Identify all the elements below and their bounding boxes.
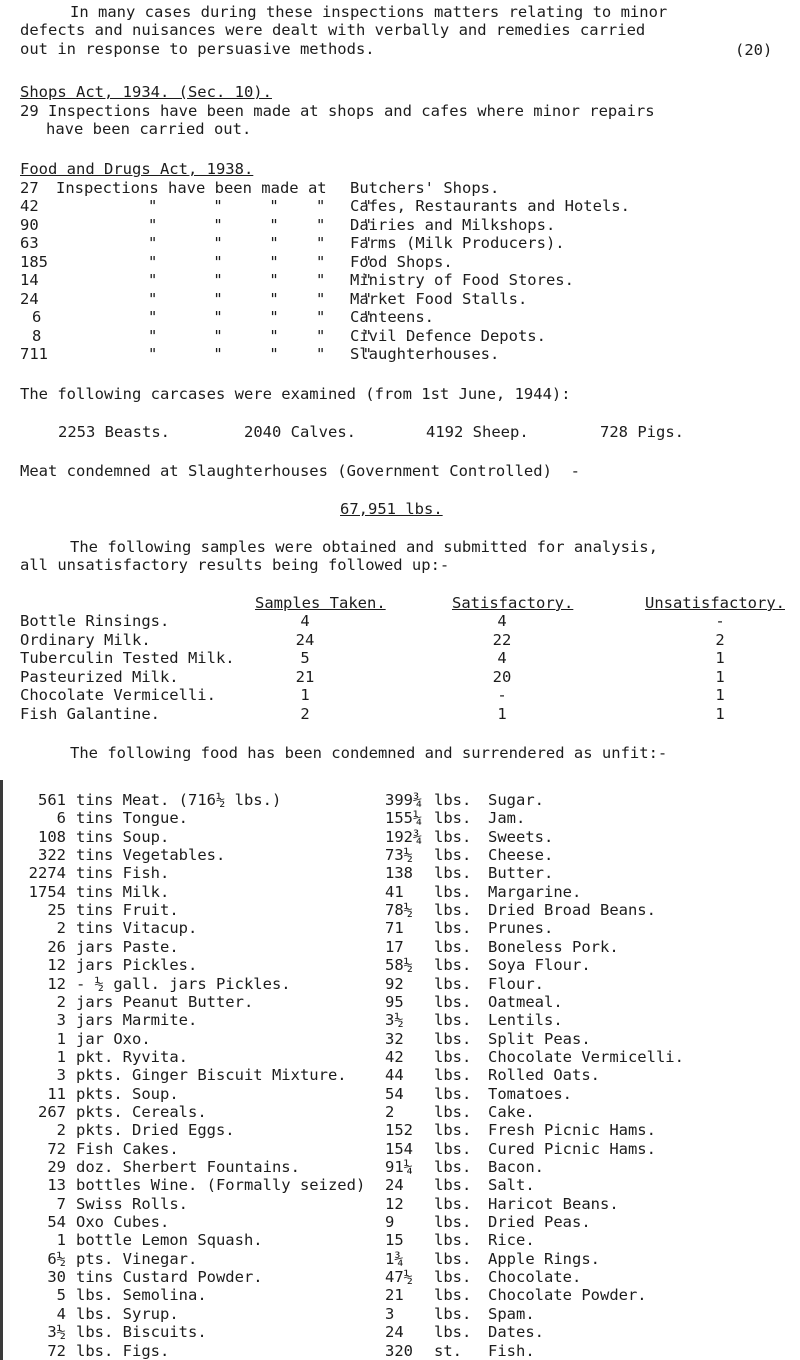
- condemned-right-row: [0, 1231, 800, 1249]
- shops-act-heading: Shops Act, 1934. (Sec. 10).: [20, 83, 272, 101]
- condemned-intro: The following food has been condemned and surrendered as unfit:-: [70, 744, 668, 762]
- carcases-calves: 2040 Calves.: [244, 423, 356, 441]
- sample-row: [0, 649, 800, 667]
- condemned-unit: lbs.: [434, 1139, 472, 1158]
- shops-act-line-2: have been carried out.: [46, 120, 252, 138]
- condemned-desc: jars Pickles.: [76, 956, 198, 975]
- condemned-unit: lbs.: [434, 937, 472, 956]
- condemned-qty: 92: [385, 974, 404, 993]
- sample-unsatisfactory: -: [715, 612, 725, 630]
- condemned-desc: Butter.: [488, 864, 554, 883]
- inspection-ditto: " " " " ": [148, 216, 372, 234]
- inspection-row: [0, 216, 800, 234]
- condemned-qty: 3: [56, 1011, 66, 1030]
- carcases-intro: The following carcases were examined (from 1st June, 1944):: [20, 385, 571, 403]
- condemned-desc: tins Custard Powder.: [76, 1268, 263, 1287]
- inspection-ditto: " " " " ": [148, 253, 372, 271]
- condemned-qty: 30: [47, 1268, 66, 1287]
- condemned-desc: lbs. Biscuits.: [76, 1323, 207, 1342]
- condemned-unit: lbs.: [434, 1286, 472, 1305]
- condemned-qty: 1754: [28, 882, 66, 901]
- condemned-desc: jar Oxo.: [76, 1029, 151, 1048]
- condemned-unit: lbs.: [434, 1121, 472, 1140]
- condemned-desc: jars Peanut Butter.: [76, 992, 254, 1011]
- condemned-desc: Oatmeal.: [488, 992, 563, 1011]
- condemned-right-row: [0, 956, 800, 974]
- condemned-qty: 71: [385, 919, 404, 938]
- condemned-desc: lbs. Syrup.: [76, 1304, 179, 1323]
- condemned-qty: 320: [385, 1341, 413, 1360]
- condemned-right-row: [0, 1048, 800, 1066]
- inspection-place: Civil Defence Depots.: [350, 327, 546, 345]
- inspection-row: [0, 345, 800, 363]
- inspection-ditto: " " " " ": [148, 327, 372, 345]
- condemned-desc: Dates.: [488, 1323, 544, 1342]
- sample-unsatisfactory: 2: [715, 631, 725, 649]
- inspection-row: [0, 197, 800, 215]
- condemned-qty: 95: [385, 992, 404, 1011]
- condemned-qty: 41: [385, 882, 404, 901]
- condemned-qty: 26: [47, 937, 66, 956]
- condemned-qty: 5: [56, 1286, 66, 1305]
- inspection-count: 14: [20, 271, 39, 289]
- condemned-unit: lbs.: [434, 992, 472, 1011]
- inspection-row: [0, 327, 800, 345]
- condemned-qty: 2: [56, 1121, 66, 1140]
- condemned-qty: 54: [385, 1084, 404, 1103]
- inspection-count: 63: [20, 234, 39, 252]
- condemned-desc: Cured Picnic Hams.: [488, 1139, 656, 1158]
- samples-intro-1: The following samples were obtained and submitted for analysis,: [70, 538, 658, 556]
- condemned-qty: 4: [56, 1304, 66, 1323]
- condemned-unit: lbs.: [434, 1029, 472, 1048]
- condemned-right-row: [0, 1103, 800, 1121]
- condemned-unit: lbs.: [434, 1176, 472, 1195]
- inspection-count: 27: [20, 179, 39, 197]
- inspection-count: 24: [20, 290, 39, 308]
- condemned-qty: 13: [47, 1176, 66, 1195]
- sample-satisfactory: 4: [497, 612, 507, 630]
- food-drugs-heading: Food and Drugs Act, 1938.: [20, 160, 254, 178]
- condemned-qty: 42: [385, 1047, 404, 1066]
- condemned-right-row: [0, 1030, 800, 1048]
- condemned-desc: Fresh Picnic Hams.: [488, 1121, 656, 1140]
- inspection-ditto: " " " " ": [148, 345, 372, 363]
- sample-taken: 4: [300, 612, 310, 630]
- condemned-unit: lbs.: [434, 882, 472, 901]
- condemned-qty: 2274: [28, 864, 66, 883]
- condemned-qty: 44: [385, 1066, 404, 1085]
- condemned-qty: 1: [56, 1047, 66, 1066]
- condemned-qty: 11: [47, 1084, 66, 1103]
- condemned-right-row: [0, 1011, 800, 1029]
- condemned-qty: 3½: [47, 1323, 66, 1342]
- condemned-desc: Haricot Beans.: [488, 1194, 619, 1213]
- condemned-desc: Apple Rings.: [488, 1249, 600, 1268]
- condemned-desc: pkt. Ryvita.: [76, 1047, 188, 1066]
- condemned-qty: 154: [385, 1139, 413, 1158]
- condemned-desc: Chocolate Powder.: [488, 1286, 647, 1305]
- condemned-right-row: [0, 1250, 800, 1268]
- condemned-desc: tins Fruit.: [76, 901, 179, 920]
- sample-unsatisfactory: 1: [715, 686, 725, 704]
- condemned-right-row: [0, 883, 800, 901]
- condemned-unit: lbs.: [434, 1213, 472, 1232]
- meat-condemned-line: Meat condemned at Slaughterhouses (Government Controlled) -: [20, 462, 580, 480]
- sample-taken: 5: [300, 649, 310, 667]
- inspection-count: 6: [32, 308, 42, 326]
- condemned-desc: Dried Peas.: [488, 1213, 591, 1232]
- condemned-qty: 3½: [385, 1011, 404, 1030]
- condemned-right-row: [0, 938, 800, 956]
- inspection-row: [0, 308, 800, 326]
- sample-taken: 2: [300, 705, 310, 723]
- condemned-right-row: [0, 809, 800, 827]
- condemned-qty: 58½: [385, 956, 413, 975]
- condemned-desc: tins Milk.: [76, 882, 170, 901]
- condemned-unit: lbs.: [434, 1102, 472, 1121]
- condemned-right-row: [0, 1085, 800, 1103]
- condemned-desc: Margarine.: [488, 882, 582, 901]
- condemned-desc: pkts. Soup.: [76, 1084, 179, 1103]
- condemned-desc: Dried Broad Beans.: [488, 901, 656, 920]
- condemned-qty: 155¼: [385, 809, 423, 828]
- shops-act-line-1: 29 Inspections have been made at shops and cafes where minor repairs: [20, 102, 655, 120]
- inspection-ditto: " " " " ": [148, 290, 372, 308]
- condemned-qty: 47½: [385, 1268, 413, 1287]
- condemned-unit: lbs.: [434, 1323, 472, 1342]
- condemned-qty: 32: [385, 1029, 404, 1048]
- sample-row: [0, 612, 800, 630]
- intro-line-1: In many cases during these inspections matters relating to minor: [70, 3, 668, 21]
- condemned-desc: bottles Wine. (Formally seized): [76, 1176, 366, 1195]
- condemned-qty: 3: [385, 1304, 395, 1323]
- sample-satisfactory: 20: [492, 668, 512, 686]
- condemned-desc: tins Soup.: [76, 827, 170, 846]
- sample-satisfactory: 22: [492, 631, 512, 649]
- condemned-desc: Bacon.: [488, 1158, 544, 1176]
- inspection-place: Market Food Stalls.: [350, 290, 528, 308]
- inspection-count: 90: [20, 216, 39, 234]
- condemned-qty: 1¾: [385, 1249, 404, 1268]
- inspection-place: Canteens.: [350, 308, 434, 326]
- condemned-unit: lbs.: [434, 956, 472, 975]
- condemned-unit: lbs.: [434, 791, 472, 809]
- condemned-qty: 3: [56, 1066, 66, 1085]
- condemned-desc: Oxo Cubes.: [76, 1213, 170, 1232]
- condemned-unit: lbs.: [434, 1158, 472, 1176]
- meat-condemned-amount: 67,951 lbs.: [340, 500, 443, 518]
- condemned-qty: 322: [38, 846, 66, 865]
- condemned-right-row: [0, 1176, 800, 1194]
- condemned-unit: lbs.: [434, 1047, 472, 1066]
- inspection-count: 711: [20, 345, 48, 363]
- samples-header-taken: Samples Taken.: [255, 594, 386, 612]
- condemned-unit: lbs.: [434, 974, 472, 993]
- sample-row: [0, 686, 800, 704]
- condemned-unit: lbs.: [434, 901, 472, 920]
- condemned-unit: st.: [434, 1341, 462, 1360]
- condemned-unit: lbs.: [434, 827, 472, 846]
- inspection-count: 8: [32, 327, 42, 345]
- inspection-row: [0, 179, 800, 197]
- condemned-desc: Cake.: [488, 1102, 535, 1121]
- condemned-desc: jars Paste.: [76, 937, 179, 956]
- condemned-qty: 6: [56, 809, 66, 828]
- condemned-right-row: [0, 1121, 800, 1139]
- condemned-qty: 91¼: [385, 1158, 413, 1176]
- condemned-unit: lbs.: [434, 809, 472, 828]
- condemned-qty: 7: [56, 1194, 66, 1213]
- condemned-desc: tins Meat. (716½ lbs.): [76, 791, 282, 809]
- condemned-unit: lbs.: [434, 919, 472, 938]
- condemned-desc: Tomatoes.: [488, 1084, 572, 1103]
- condemned-desc: Rolled Oats.: [488, 1066, 600, 1085]
- condemned-desc: Jam.: [488, 809, 526, 828]
- condemned-desc: Rice.: [488, 1231, 535, 1250]
- inspection-row: [0, 290, 800, 308]
- inspection-row: [0, 253, 800, 271]
- carcases-pigs: 728 Pigs.: [600, 423, 684, 441]
- condemned-unit: lbs.: [434, 1249, 472, 1268]
- sample-item: Pasteurized Milk.: [20, 668, 179, 686]
- condemned-desc: tins Vitacup.: [76, 919, 198, 938]
- condemned-qty: 138: [385, 864, 413, 883]
- condemned-desc: tins Fish.: [76, 864, 170, 883]
- condemned-desc: Chocolate.: [488, 1268, 582, 1287]
- condemned-unit: lbs.: [434, 1066, 472, 1085]
- sample-satisfactory: 4: [497, 649, 507, 667]
- condemned-qty: 1: [56, 1231, 66, 1250]
- samples-header-unsatisfactory: Unsatisfactory.: [645, 594, 785, 612]
- condemned-right-row: [0, 1323, 800, 1341]
- sample-unsatisfactory: 1: [715, 649, 725, 667]
- carcases-beasts: 2253 Beasts.: [58, 423, 170, 441]
- condemned-right-row: [0, 846, 800, 864]
- condemned-right-row: [0, 1195, 800, 1213]
- condemned-unit: lbs.: [434, 1084, 472, 1103]
- condemned-desc: Lentils.: [488, 1011, 563, 1030]
- condemned-right-row: [0, 1213, 800, 1231]
- condemned-desc: Cheese.: [488, 846, 554, 865]
- condemned-desc: tins Vegetables.: [76, 846, 226, 865]
- condemned-desc: Spam.: [488, 1304, 535, 1323]
- condemned-desc: Chocolate Vermicelli.: [488, 1047, 684, 1066]
- condemned-qty: 2: [56, 919, 66, 938]
- condemned-qty: 192¾: [385, 827, 423, 846]
- condemned-qty: 17: [385, 937, 404, 956]
- samples-header-satisfactory: Satisfactory.: [452, 594, 574, 612]
- condemned-qty: 78½: [385, 901, 413, 920]
- condemned-right-row: [0, 1140, 800, 1158]
- inspection-place: Food Shops.: [350, 253, 453, 271]
- sample-satisfactory: -: [497, 686, 507, 704]
- condemned-desc: Flour.: [488, 974, 544, 993]
- condemned-right-row: [0, 1305, 800, 1323]
- condemned-qty: 24: [385, 1323, 404, 1342]
- inspection-ditto: " " " " ": [148, 197, 372, 215]
- condemned-desc: lbs. Figs.: [76, 1341, 170, 1360]
- condemned-qty: 399¾: [385, 791, 423, 809]
- sample-unsatisfactory: 1: [715, 668, 725, 686]
- inspection-place: Ministry of Food Stores.: [350, 271, 574, 289]
- condemned-qty: 73½: [385, 846, 413, 865]
- condemned-qty: 2: [56, 992, 66, 1011]
- inspection-ditto: " " " " ": [148, 234, 372, 252]
- sample-unsatisfactory: 1: [715, 705, 725, 723]
- inspection-place: Farms (Milk Producers).: [350, 234, 565, 252]
- condemned-qty: 1: [56, 1029, 66, 1048]
- condemned-qty: 29: [47, 1158, 66, 1176]
- inspection-row: [0, 271, 800, 289]
- condemned-qty: 54: [47, 1213, 66, 1232]
- inspection-ditto: " " " " ": [148, 271, 372, 289]
- condemned-desc: Salt.: [488, 1176, 535, 1195]
- sample-taken: 1: [300, 686, 310, 704]
- condemned-right-row: [0, 828, 800, 846]
- condemned-qty: 12: [47, 974, 66, 993]
- condemned-qty: 12: [47, 956, 66, 975]
- inspection-ditto: " " " " ": [148, 308, 372, 326]
- condemned-desc: pkts. Cereals.: [76, 1102, 207, 1121]
- condemned-unit: lbs.: [434, 1304, 472, 1323]
- condemned-desc: lbs. Semolina.: [76, 1286, 207, 1305]
- condemned-qty: 72: [47, 1341, 66, 1360]
- condemned-desc: pkts. Dried Eggs.: [76, 1121, 235, 1140]
- inspection-place: Slaughterhouses.: [350, 345, 500, 363]
- sample-item: Chocolate Vermicelli.: [20, 686, 216, 704]
- condemned-desc: doz. Sherbert Fountains.: [76, 1158, 300, 1176]
- condemned-qty: 152: [385, 1121, 413, 1140]
- condemned-desc: Boneless Pork.: [488, 937, 619, 956]
- condemned-unit: lbs.: [434, 846, 472, 865]
- condemned-right-row: [0, 1286, 800, 1304]
- condemned-right-row: [0, 993, 800, 1011]
- sample-item: Tuberculin Tested Milk.: [20, 649, 235, 667]
- inspection-count: 42: [20, 197, 39, 215]
- intro-line-3: out in response to persuasive methods.: [20, 40, 375, 58]
- condemned-desc: - ½ gall. jars Pickles.: [76, 974, 291, 993]
- condemned-qty: 267: [38, 1102, 66, 1121]
- condemned-qty: 21: [385, 1286, 404, 1305]
- condemned-right-row: [0, 864, 800, 882]
- sample-row: [0, 668, 800, 686]
- condemned-qty: 9: [385, 1213, 395, 1232]
- condemned-desc: pkts. Ginger Biscuit Mixture.: [76, 1066, 347, 1085]
- condemned-qty: 72: [47, 1139, 66, 1158]
- condemned-right-row: [0, 1158, 800, 1176]
- samples-intro-2: all unsatisfactory results being followed up:-: [20, 556, 450, 574]
- condemned-desc: Fish.: [488, 1341, 535, 1360]
- sample-taken: 21: [295, 668, 315, 686]
- carcases-sheep: 4192 Sheep.: [426, 423, 529, 441]
- condemned-qty: 6½: [47, 1249, 66, 1268]
- condemned-right-row: [0, 901, 800, 919]
- sample-taken: 24: [295, 631, 315, 649]
- condemned-desc: jars Marmite.: [76, 1011, 198, 1030]
- sample-row: [0, 705, 800, 723]
- condemned-right-row: [0, 919, 800, 937]
- condemned-qty: 2: [385, 1102, 395, 1121]
- intro-line-2: defects and nuisances were dealt with verbally and remedies carried: [20, 21, 646, 39]
- inspection-count: 185: [20, 253, 48, 271]
- condemned-right-row: [0, 1342, 800, 1360]
- condemned-desc: pts. Vinegar.: [76, 1249, 198, 1268]
- condemned-unit: lbs.: [434, 1194, 472, 1213]
- condemned-unit: lbs.: [434, 864, 472, 883]
- page-number: (20): [735, 41, 773, 59]
- condemned-unit: lbs.: [434, 1011, 472, 1030]
- inspection-place: Butchers' Shops.: [350, 179, 500, 197]
- condemned-desc: Sweets.: [488, 827, 554, 846]
- condemned-desc: Fish Cakes.: [76, 1139, 179, 1158]
- sample-item: Fish Galantine.: [20, 705, 160, 723]
- condemned-desc: tins Tongue.: [76, 809, 188, 828]
- condemned-desc: bottle Lemon Squash.: [76, 1231, 263, 1250]
- condemned-desc: Prunes.: [488, 919, 554, 938]
- condemned-qty: 561: [38, 791, 66, 809]
- condemned-desc: Swiss Rolls.: [76, 1194, 188, 1213]
- condemned-qty: 25: [47, 901, 66, 920]
- condemned-right-row: [0, 1268, 800, 1286]
- sample-item: Ordinary Milk.: [20, 631, 151, 649]
- condemned-qty: 15: [385, 1231, 404, 1250]
- condemned-unit: lbs.: [434, 1268, 472, 1287]
- condemned-right-row: [0, 975, 800, 993]
- sample-satisfactory: 1: [497, 705, 507, 723]
- condemned-desc: Sugar.: [488, 791, 544, 809]
- condemned-desc: Split Peas.: [488, 1029, 591, 1048]
- sample-row: [0, 631, 800, 649]
- condemned-right-row: [0, 791, 800, 809]
- condemned-qty: 108: [38, 827, 66, 846]
- inspection-place: Dairies and Milkshops.: [350, 216, 556, 234]
- inspection-row: [0, 234, 800, 252]
- sample-item: Bottle Rinsings.: [20, 612, 170, 630]
- inspection-text: Inspections have been made at: [56, 179, 327, 197]
- inspection-place: Cafes, Restaurants and Hotels.: [350, 197, 630, 215]
- condemned-qty: 24: [385, 1176, 404, 1195]
- condemned-desc: Soya Flour.: [488, 956, 591, 975]
- condemned-qty: 12: [385, 1194, 404, 1213]
- condemned-right-row: [0, 1066, 800, 1084]
- condemned-unit: lbs.: [434, 1231, 472, 1250]
